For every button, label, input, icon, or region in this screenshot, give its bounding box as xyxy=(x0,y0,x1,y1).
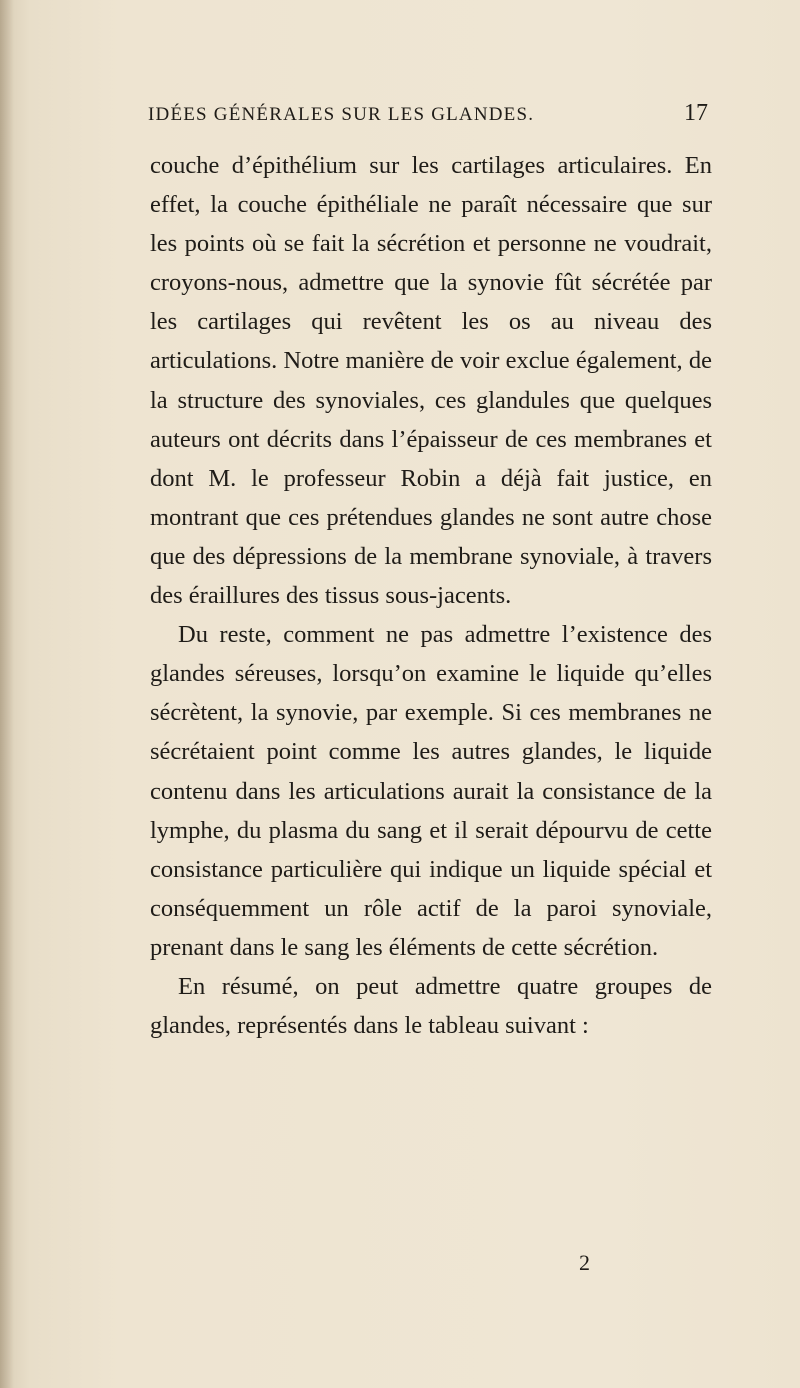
paragraph-continuation: couche d’épithélium sur les cartilages articulaires. En effet, la couche épithéliale ne paraît nécessaire que sur les points où se fait la sécrétion et personne ne voudrait, croyons-nous, admettre que la synovie fût sécrétée par les cartilages qui revêtent les os au niveau des articulations. Notre manière de voir exclue également, de la structure des synoviales, ces glandules que quelques auteurs ont décrits dans l’épaisseur de ces membranes et dont M. le professeur Robin a déjà fait justice, en montrant que ces prétendues glandes ne sont autre chose que des dépressions de la membrane synoviale, à travers des éraillures des tissus sous-jacents. xyxy=(150,152,712,610)
body-text xyxy=(150,146,712,1045)
page-number: 17 xyxy=(684,100,708,126)
running-title: IDÉES GÉNÉRALES SUR LES GLANDES. xyxy=(148,104,535,125)
paragraph-synovie: Du reste, comment ne pas admettre l’existence des glandes séreuses, lorsqu’on examine le liquide qu’elles sécrètent, la synovie, par exemple. Si ces membranes ne sécrétaient point comme les autres glandes, le liquide contenu dans les articulations aurait la consistance de la lymphe, du plasma du sang et il serait dépourvu de cette consistance particulière qui indique un liquide spécial et conséquemment un rôle actif de la paroi synoviale, prenant dans le sang les éléments de cette sécrétion. xyxy=(150,621,712,961)
signature-mark: 2 xyxy=(579,1250,590,1275)
page-gutter-shadow xyxy=(0,0,14,1388)
paragraph-summary: En résumé, on peut admettre quatre groupes de glandes, représentés dans le tableau suivant : xyxy=(150,972,712,1040)
running-head xyxy=(148,100,708,134)
